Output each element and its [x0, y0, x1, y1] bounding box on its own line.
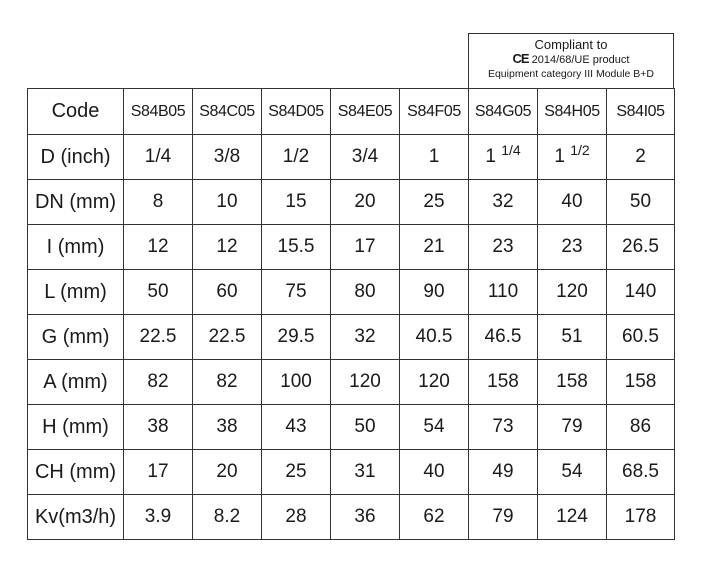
row-label: DN (mm)	[28, 180, 124, 225]
value-cell: 50	[331, 405, 400, 450]
value-cell: 120	[331, 360, 400, 405]
value-cell: 23	[538, 225, 607, 270]
value-cell: 25	[262, 450, 331, 495]
value-cell: 12	[193, 225, 262, 270]
value-cell: 36	[331, 495, 400, 540]
table-row	[28, 180, 675, 225]
value-cell: 40	[400, 450, 469, 495]
value-cell: 20	[193, 450, 262, 495]
value-cell: 73	[469, 405, 538, 450]
value-cell: 158	[538, 360, 607, 405]
value-cell: 110	[469, 270, 538, 315]
value-cell: 75	[262, 270, 331, 315]
value-cell: 79	[538, 405, 607, 450]
table-row	[28, 495, 675, 540]
value-cell: 17	[124, 450, 193, 495]
row-label: H (mm)	[28, 405, 124, 450]
value-cell: 54	[400, 405, 469, 450]
value-cell: 2	[607, 135, 675, 180]
row-label: Kv(m3/h)	[28, 495, 124, 540]
value-cell: 15	[262, 180, 331, 225]
code-cell: S84B05	[124, 89, 193, 135]
compliance-title: Compliant to	[534, 37, 608, 52]
value-cell: 1 $^{1/2}$	[538, 135, 607, 180]
code-cell: S84D05	[262, 89, 331, 135]
table-row	[28, 405, 675, 450]
value-cell: 38	[193, 405, 262, 450]
valve-spec-table	[27, 88, 675, 540]
row-label: A (mm)	[28, 360, 124, 405]
value-cell: 79	[469, 495, 538, 540]
table-row	[28, 270, 675, 315]
row-label: G (mm)	[28, 315, 124, 360]
value-cell: 1/2	[262, 135, 331, 180]
table-row	[28, 360, 675, 405]
value-cell: 26.5	[607, 225, 675, 270]
row-label: CH (mm)	[28, 450, 124, 495]
value-cell: 54	[538, 450, 607, 495]
row-label: D (inch)	[28, 135, 124, 180]
value-cell: 82	[193, 360, 262, 405]
value-cell: 22.5	[193, 315, 262, 360]
value-cell: 86	[607, 405, 675, 450]
code-cell: S84F05	[400, 89, 469, 135]
value-cell: 140	[607, 270, 675, 315]
value-cell: 20	[331, 180, 400, 225]
value-cell: 100	[262, 360, 331, 405]
table-header-row	[28, 89, 675, 135]
value-cell: 22.5	[124, 315, 193, 360]
code-cell: S84E05	[331, 89, 400, 135]
value-cell: 23	[469, 225, 538, 270]
value-cell: 1 $^{1/4}$	[469, 135, 538, 180]
value-cell: 178	[607, 495, 675, 540]
value-cell: 43	[262, 405, 331, 450]
value-cell: 32	[469, 180, 538, 225]
code-cell: S84I05	[607, 89, 675, 135]
value-cell: 8.2	[193, 495, 262, 540]
value-cell: 120	[538, 270, 607, 315]
value-cell: 40	[538, 180, 607, 225]
code-cell: S84H05	[538, 89, 607, 135]
row-label: I (mm)	[28, 225, 124, 270]
value-cell: 158	[469, 360, 538, 405]
table-row	[28, 225, 675, 270]
value-cell: 68.5	[607, 450, 675, 495]
value-cell: 29.5	[262, 315, 331, 360]
value-cell: 32	[331, 315, 400, 360]
value-cell: 46.5	[469, 315, 538, 360]
value-cell: 1/4	[124, 135, 193, 180]
value-cell: 38	[124, 405, 193, 450]
value-cell: 3/8	[193, 135, 262, 180]
value-cell: 90	[400, 270, 469, 315]
value-cell: 21	[400, 225, 469, 270]
value-cell: 3.9	[124, 495, 193, 540]
value-cell: 120	[400, 360, 469, 405]
table-row	[28, 315, 675, 360]
table-row	[28, 135, 675, 180]
compliance-box	[468, 33, 674, 88]
value-cell: 3/4	[331, 135, 400, 180]
ce-mark-icon: CE	[512, 51, 529, 66]
value-cell: 15.5	[262, 225, 331, 270]
table-row	[28, 450, 675, 495]
value-cell: 82	[124, 360, 193, 405]
value-cell: 62	[400, 495, 469, 540]
value-cell: 49	[469, 450, 538, 495]
value-cell: 1	[400, 135, 469, 180]
value-cell: 60	[193, 270, 262, 315]
value-cell: 17	[331, 225, 400, 270]
value-cell: 10	[193, 180, 262, 225]
value-cell: 50	[124, 270, 193, 315]
code-cell: S84C05	[193, 89, 262, 135]
code-header: Code	[28, 89, 124, 135]
value-cell: 40.5	[400, 315, 469, 360]
value-cell: 80	[331, 270, 400, 315]
value-cell: 31	[331, 450, 400, 495]
value-cell: 50	[607, 180, 675, 225]
directive-text: 2014/68/UE product	[531, 54, 630, 66]
row-label: L (mm)	[28, 270, 124, 315]
value-cell: 12	[124, 225, 193, 270]
value-cell: 51	[538, 315, 607, 360]
value-cell: 28	[262, 495, 331, 540]
equipment-category: Equipment category III Module B+D	[487, 68, 655, 80]
value-cell: 8	[124, 180, 193, 225]
value-cell: 124	[538, 495, 607, 540]
value-cell: 158	[607, 360, 675, 405]
value-cell: 25	[400, 180, 469, 225]
value-cell: 60.5	[607, 315, 675, 360]
code-cell: S84G05	[469, 89, 538, 135]
compliance-directive	[469, 52, 673, 67]
